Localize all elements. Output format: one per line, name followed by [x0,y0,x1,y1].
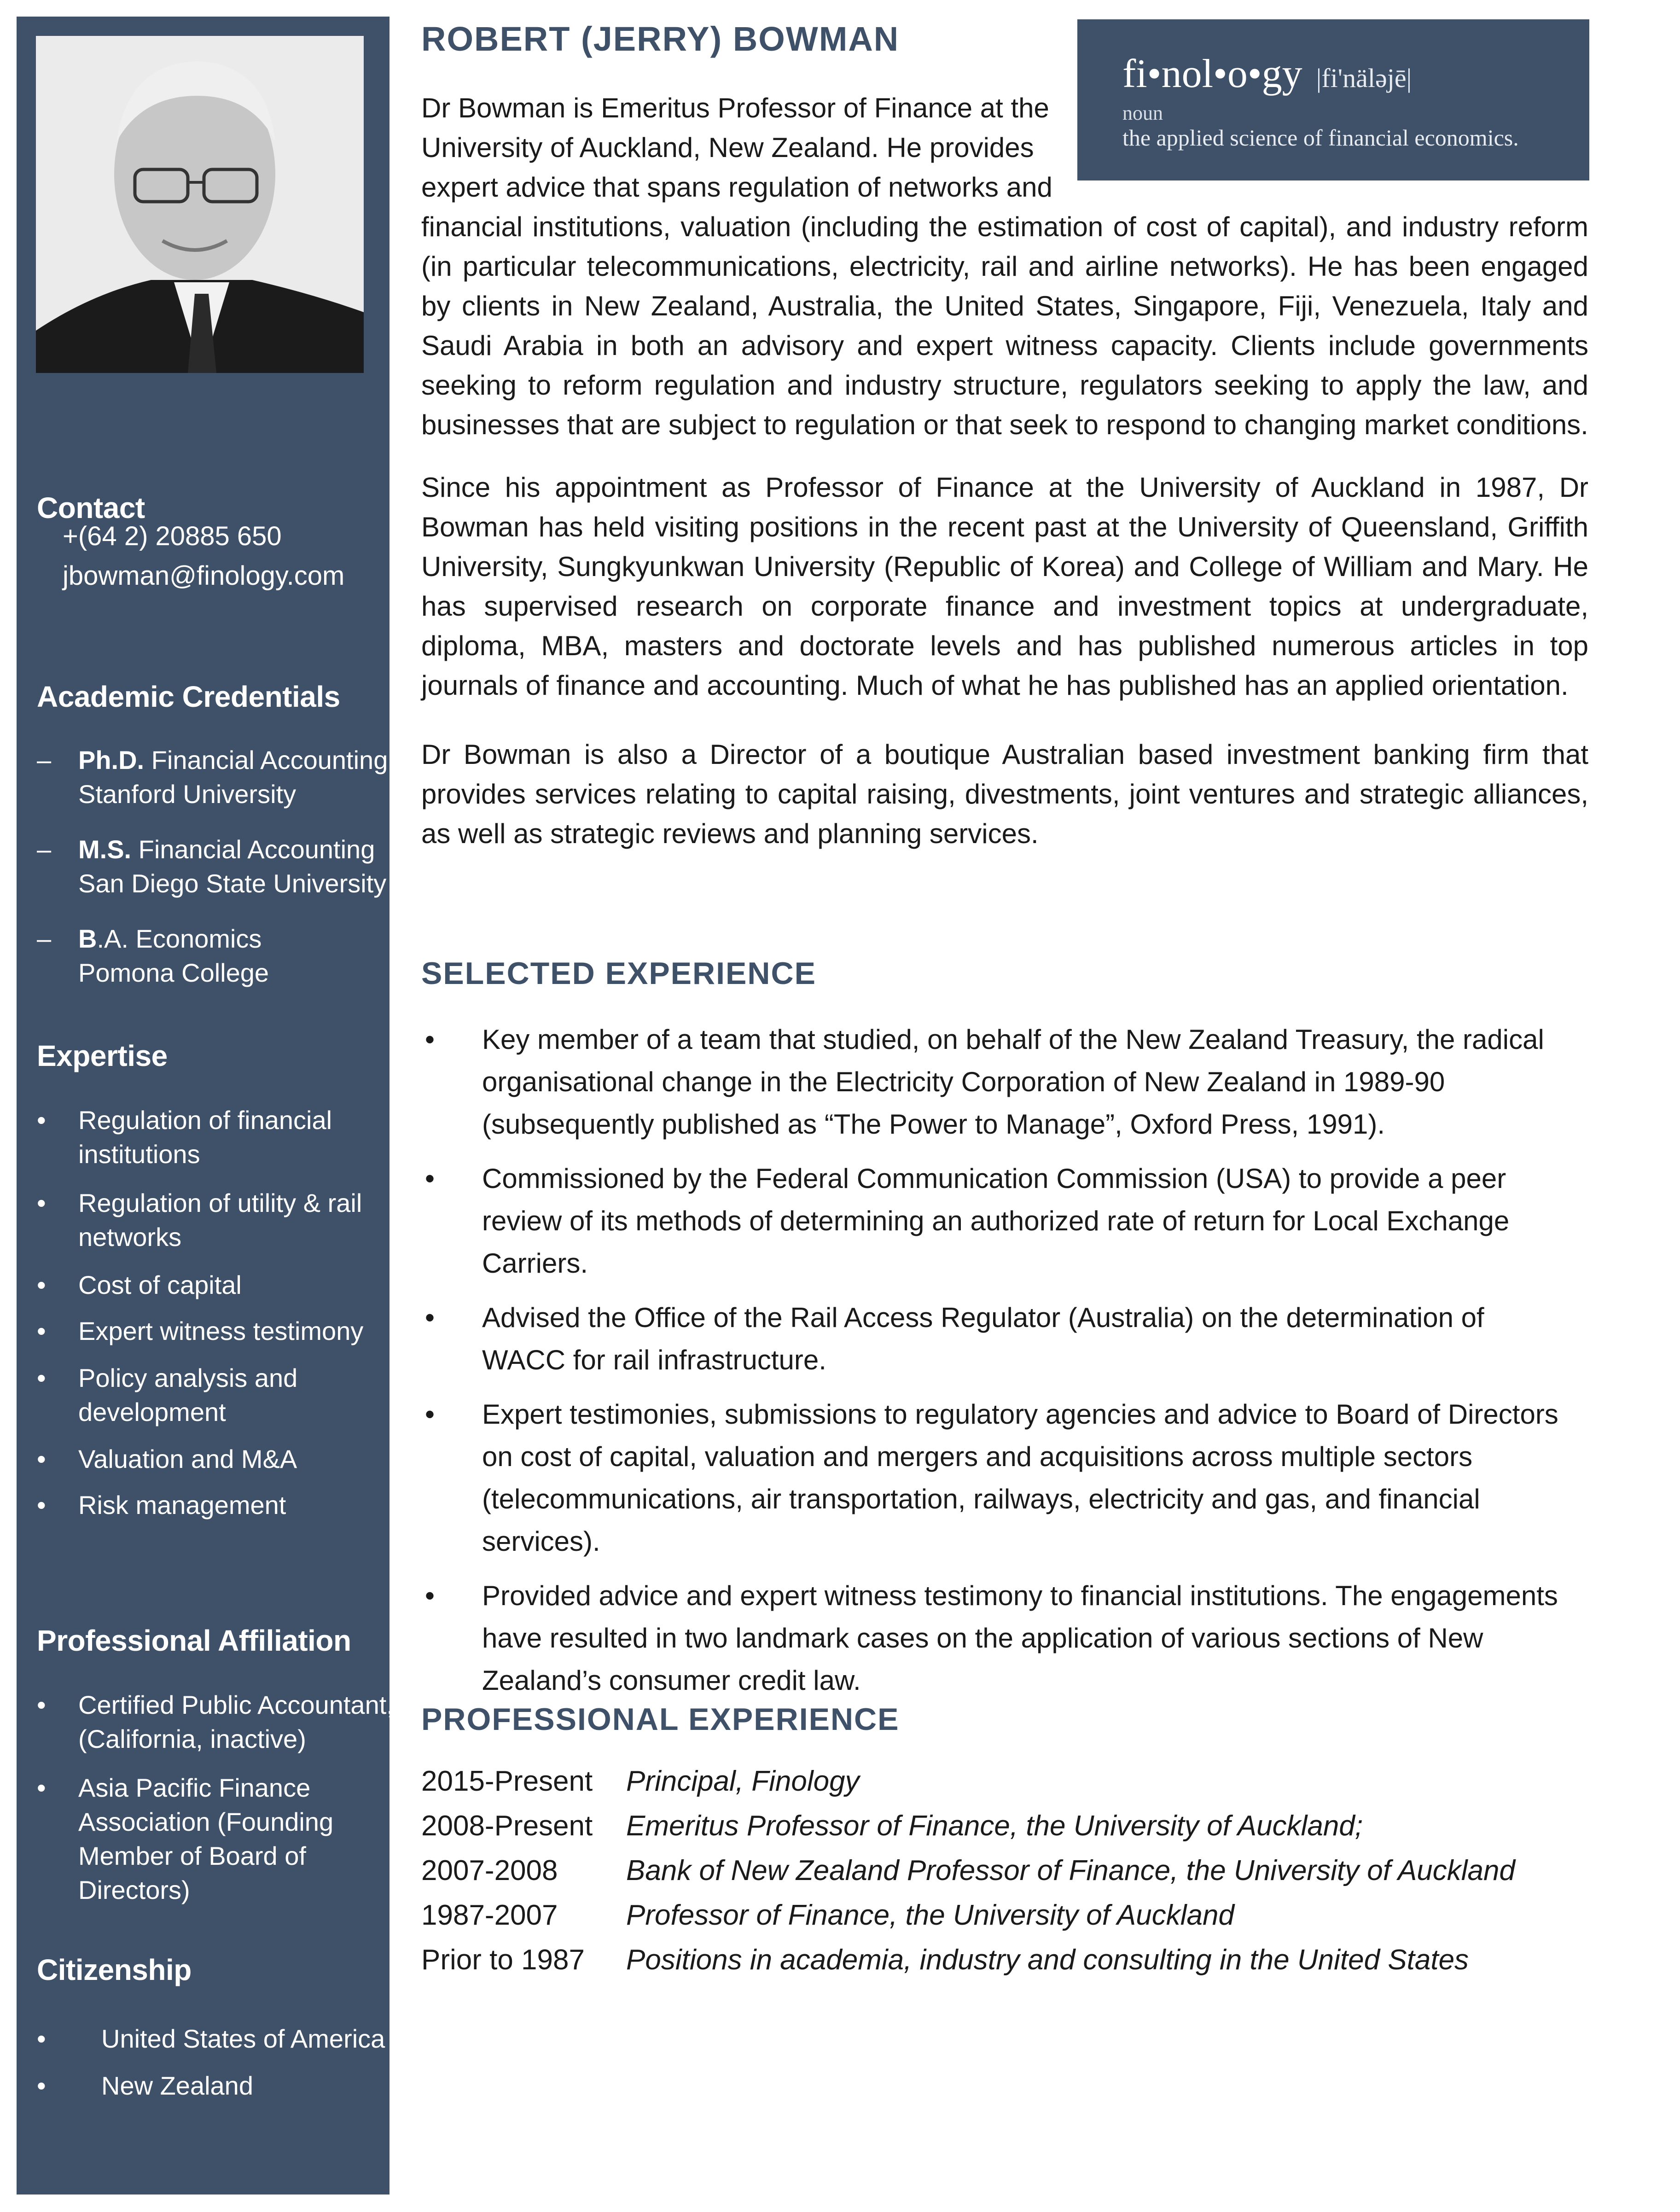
role-cell: Professor of Finance, the University of Auckland [626,1899,1234,1931]
bullet-marker: • [37,1490,46,1519]
dash-marker: – [37,835,52,864]
expertise-line: networks [78,1222,182,1252]
expertise-line: Regulation of utility & rail [78,1188,362,1217]
expertise-heading: Expertise [37,1039,168,1072]
finology-logo [1077,19,1589,180]
bullet-marker: • [37,1316,46,1345]
affiliation-heading: Professional Affiliation [37,1624,351,1657]
affiliation-line: Association (Founding [78,1807,334,1836]
contact-phone: +(64 2) 20885 650 [63,521,282,551]
years-cell: 2015-Present [421,1765,593,1797]
bullet-marker: • [37,1363,46,1392]
expertise-line: Policy analysis and [78,1363,298,1392]
bio-paragraph-1: financial institutions, valuation (including the estimation of cost of capital), and industry reform (in particular telecommunications, electricity, rail and airline networks). He has been engaged by clients in New Zealand, Australia, the United States, Singapore, Fiji, Venezuela, Italy and Saudi Arabia in both an advisory and expert witness capacity. Clients include governments seeking to reform regulation and industry structure, regulators seeking to apply the law, and businesses that are subject to regulation or that seek to respond to changing market conditions. [421,211,1588,440]
list-item: • Provided advice and expert witness testimony to financial institutions. The engagements have resulted in two landmark cases on the application of various sections of New Zealand’s consumer credit law. [421,1575,1563,1702]
list-item: • Key member of a team that studied, on behalf of the New Zealand Treasury, the radical organisational change in the Electricity Corporation of New Zealand in 1989-90 (subsequently published as “The Power to Manage”, Oxford Press, 1991). [421,1019,1563,1146]
degree-label: Ph.D. [78,745,145,774]
degree-label: B [78,924,97,953]
citizenship-country: United States of America [101,2024,385,2053]
dash-marker: – [37,745,52,774]
degree-school: Pomona College [78,958,269,987]
list-item: • Advised the Office of the Rail Access Regulator (Australia) on the determination of WACC for rail infrastructure. [421,1297,1563,1381]
bullet-marker: • [37,1444,46,1473]
profile-photo [36,36,364,373]
expertise-line: development [78,1397,226,1426]
role-cell: Emeritus Professor of Finance, the University of Auckland; [626,1810,1363,1842]
citizenship-heading: Citizenship [37,1953,192,1986]
selected-experience-heading: SELECTED EXPERIENCE [421,956,816,991]
degree-field: .A. Economics [97,924,262,953]
expertise-line: Cost of capital [78,1270,242,1299]
degree-school: San Diego State University [78,869,387,898]
affiliation-line: Directors) [78,1875,190,1904]
affiliation-line: Member of Board of [78,1841,306,1870]
years-cell: 2008-Present [421,1810,593,1842]
bullet-marker: • [37,1188,46,1217]
expertise-line: Expert witness testimony [78,1316,364,1345]
logo-phonetic: |fi'näləjē| [1316,63,1412,93]
bullet-marker: • [37,1773,46,1802]
bullet-marker: • [37,1106,46,1135]
professional-experience-heading: PROFESSIONAL EXPERIENCE [421,1702,900,1737]
contact-email[interactable]: jbowman@finology.com [63,561,345,591]
sidebar [17,17,394,2195]
logo-definition: the applied science of financial economics. [1122,125,1519,151]
citizenship-country: New Zealand [101,2071,253,2100]
list-item: • Commissioned by the Federal Communication Commission (USA) to provide a peer review of its methods of determining an authorized rate of return for Local Exchange Carriers. [421,1158,1563,1285]
contact-heading: Contact [37,491,145,524]
list-item: • Expert testimonies, submissions to regulatory agencies and advice to Board of Directors on cost of capital, valuation and mergers and acquisitions across multiple sectors (telecommunications, air transportation, railways, electricity and gas, and financial services). [421,1393,1563,1563]
bio-intro: Dr Bowman is Emeritus Professor of Finance at the University of Auckland, New Zealand. He provides expert advice that spans regulation of networks and [421,93,1052,203]
role-cell: Positions in academia, industry and consulting in the United States [626,1944,1469,1976]
expertise-line: Risk management [78,1490,286,1519]
bullet-marker: • [37,1690,46,1719]
selected-experience-list [421,1019,1563,1714]
bullet-marker: • [37,1270,46,1299]
years-cell: Prior to 1987 [421,1944,585,1976]
affiliation-line: Certified Public Accountant, [78,1690,394,1719]
expertise-line: institutions [78,1140,200,1169]
logo-word-text: fi•nol•o•gy [1122,52,1302,96]
degree-school: Stanford University [78,780,296,809]
bio-paragraph-2: Since his appointment as Professor of Finance at the University of Auckland in 1987, Dr Bowman has held visiting positions in the recent past at the University of Queensland, Griffith University, Sungkyunkwan University (Republic of Korea) and College of William and Mary. He has supervised research on corporate finance and investment topics at undergraduate, diploma, MBA, masters and doctorate levels and has published numerous articles in top journals of finance and accounting. Much of what he has published has an applied orientation. [421,472,1588,701]
degree-field: Financial Accounting [144,745,388,774]
dash-marker: – [37,924,52,953]
expertise-line: Valuation and M&A [78,1444,297,1473]
logo-part-of-speech: noun [1122,102,1163,124]
bio-paragraph-3: Dr Bowman is also a Director of a boutique Australian based investment banking firm that provides services relating to capital raising, divestments, joint ventures and strategic alliances, as well as strategic reviews and planning services. [421,739,1588,849]
logo-word [1122,51,1412,97]
expertise-line: Regulation of financial [78,1106,332,1135]
bullet-marker: • [37,2024,46,2053]
affiliation-line: (California, inactive) [78,1724,306,1753]
academic-heading: Academic Credentials [37,680,340,713]
years-cell: 1987-2007 [421,1899,558,1931]
years-cell: 2007-2008 [421,1855,558,1886]
degree-label: M.S. [78,835,132,864]
affiliation-line: Asia Pacific Finance [78,1773,311,1802]
portrait-image [36,36,364,373]
page-title: ROBERT (JERRY) BOWMAN [421,20,900,58]
role-cell: Principal, Finology [626,1765,860,1797]
bullet-marker: • [37,2071,46,2100]
role-cell: Bank of New Zealand Professor of Finance, the University of Auckland [626,1855,1515,1886]
degree-field: Financial Accounting [131,835,375,864]
